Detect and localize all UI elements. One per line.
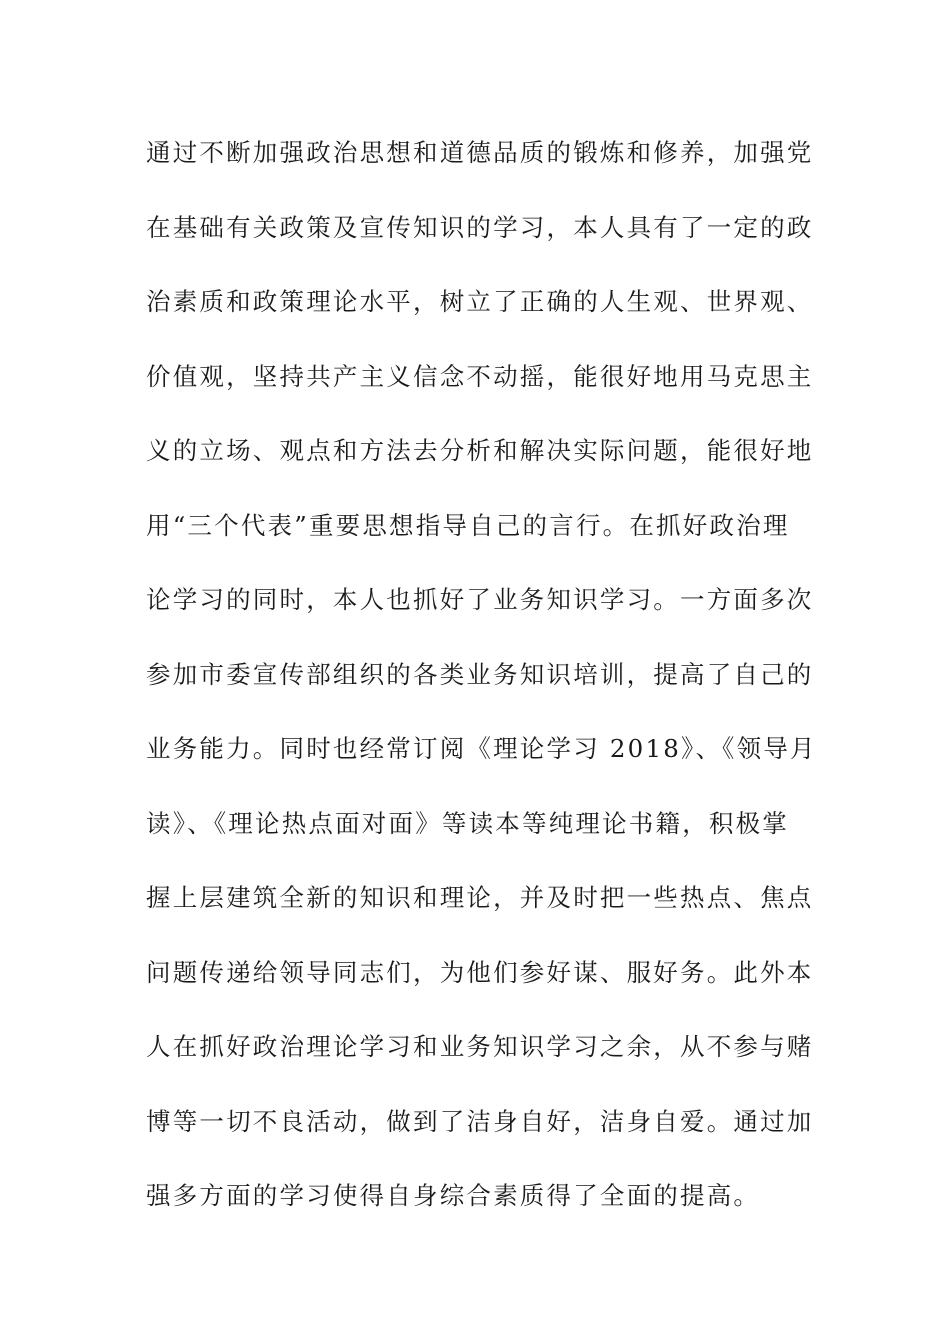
paragraph-line: 博等一切不良活动，做到了洁身自好，洁身自爱。通过加 [146, 1106, 814, 1136]
paragraph-line: 用“三个代表”重要思想指导自己的言行。在抓好政治理 [146, 510, 790, 540]
paragraph-line: 论学习的同时，本人也抓好了业务知识学习。一方面多次 [146, 585, 814, 614]
paragraph-line: 强多方面的学习使得自身综合素质得了全面的提高。 [146, 1181, 761, 1210]
paragraph-line: 在基础有关政策及宣传知识的学习，本人具有了一定的政 [146, 212, 814, 242]
paragraph-line: 参加市委宣传部组织的各类业务知识培训，提高了自己的 [146, 659, 814, 689]
paragraph-line: 人在抓好政治理论学习和业务知识学习之余，从不参与赌 [146, 1032, 814, 1061]
paragraph-line: 业务能力。同时也经常订阅《理论学习 2018》、《领导月 [146, 734, 817, 763]
body-paragraph [146, 130, 817, 1248]
paragraph-line: 治素质和政策理论水平，树立了正确的人生观、世界观、 [146, 287, 814, 316]
paragraph-line: 义的立场、观点和方法去分析和解决实际问题，能很好地 [146, 436, 814, 465]
paragraph-line: 握上层建筑全新的知识和理论，并及时把一些热点、焦点 [146, 883, 814, 912]
paragraph-line: 问题传递给领导同志们，为他们参好谋、服好务。此外本 [146, 957, 814, 987]
paragraph-line: 价值观，坚持共产主义信念不动摇，能很好地用马克思主 [146, 361, 814, 391]
paragraph-line: 读》、《理论热点面对面》等读本等纯理论书籍，积极掌 [146, 808, 789, 838]
paragraph-line: 通过不断加强政治思想和道德品质的锻炼和修养，加强党 [146, 138, 814, 167]
